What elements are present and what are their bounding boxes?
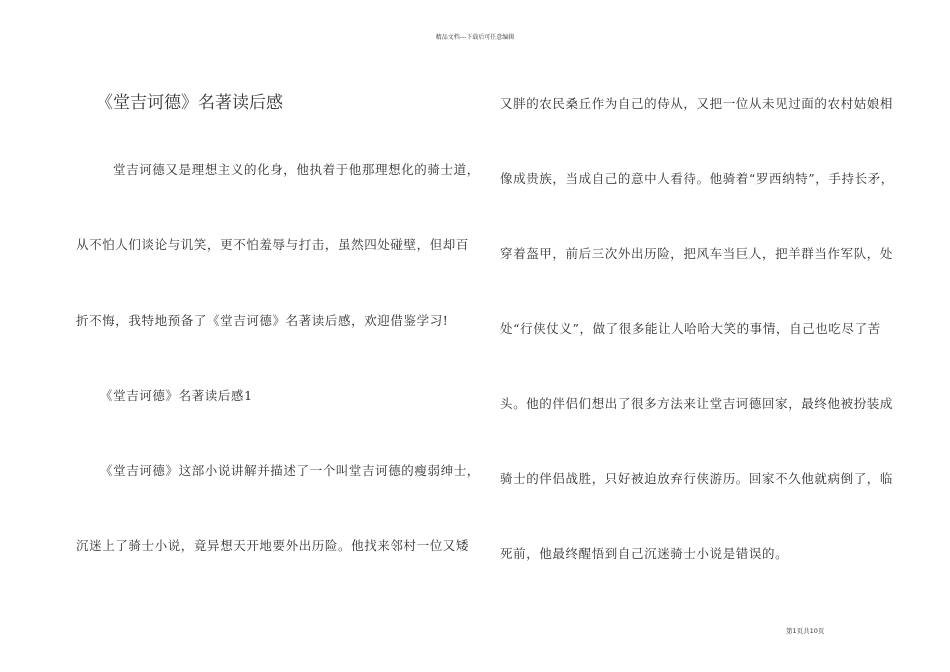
page-number: 第1页共10页 [786, 627, 825, 635]
paragraph-line: 死前，他最终醒悟到自己沉迷骑士小说是错误的。 [500, 546, 789, 561]
document-title: 《堂吉诃德》名著读后感 [96, 93, 283, 113]
paragraph-line: 头。他的伴侣们想出了很多方法来让堂吉诃德回家，最终他被扮装成 [500, 396, 894, 411]
paragraph-line: 堂吉诃德又是理想主义的化身，他执着于他那理想化的骑士道， [113, 162, 480, 177]
paragraph-line: 《堂吉诃德》这部小说讲解并描述了一个叫堂吉诃德的瘦弱绅士， [100, 463, 480, 478]
paragraph-line: 像成贵族，当成自己的意中人看待。他骑着“罗西纳特”，手持长矛， [500, 171, 894, 186]
page-header: 精品文档---下载后可任意编辑 [435, 34, 515, 41]
paragraph-line: 又胖的农民桑丘作为自己的侍从，又把一位从未见过面的农村姑娘相 [500, 96, 894, 111]
paragraph-line: 折不悔，我特地预备了《堂吉诃德》名著读后感，欢迎借鉴学习! [76, 313, 449, 328]
paragraph-line: 处“行侠仗义”，做了很多能让人哈哈大笑的事情，自己也吃尽了苦 [500, 321, 881, 336]
paragraph-line: 沉迷上了骑士小说，竟异想天开地要外出历险。他找来邻村一位又矮 [76, 538, 470, 553]
section-heading: 《堂吉诃德》名著读后感1 [100, 388, 253, 403]
paragraph-line: 骑士的伴侣战胜，只好被迫放弃行侠游历。回家不久他就病倒了，临 [500, 471, 894, 486]
paragraph-line: 穿着盔甲，前后三次外出历险，把风车当巨人，把羊群当作军队，处 [500, 246, 894, 261]
paragraph-line: 从不怕人们谈论与讥笑，更不怕羞辱与打击，虽然四处碰壁，但却百 [76, 237, 470, 252]
